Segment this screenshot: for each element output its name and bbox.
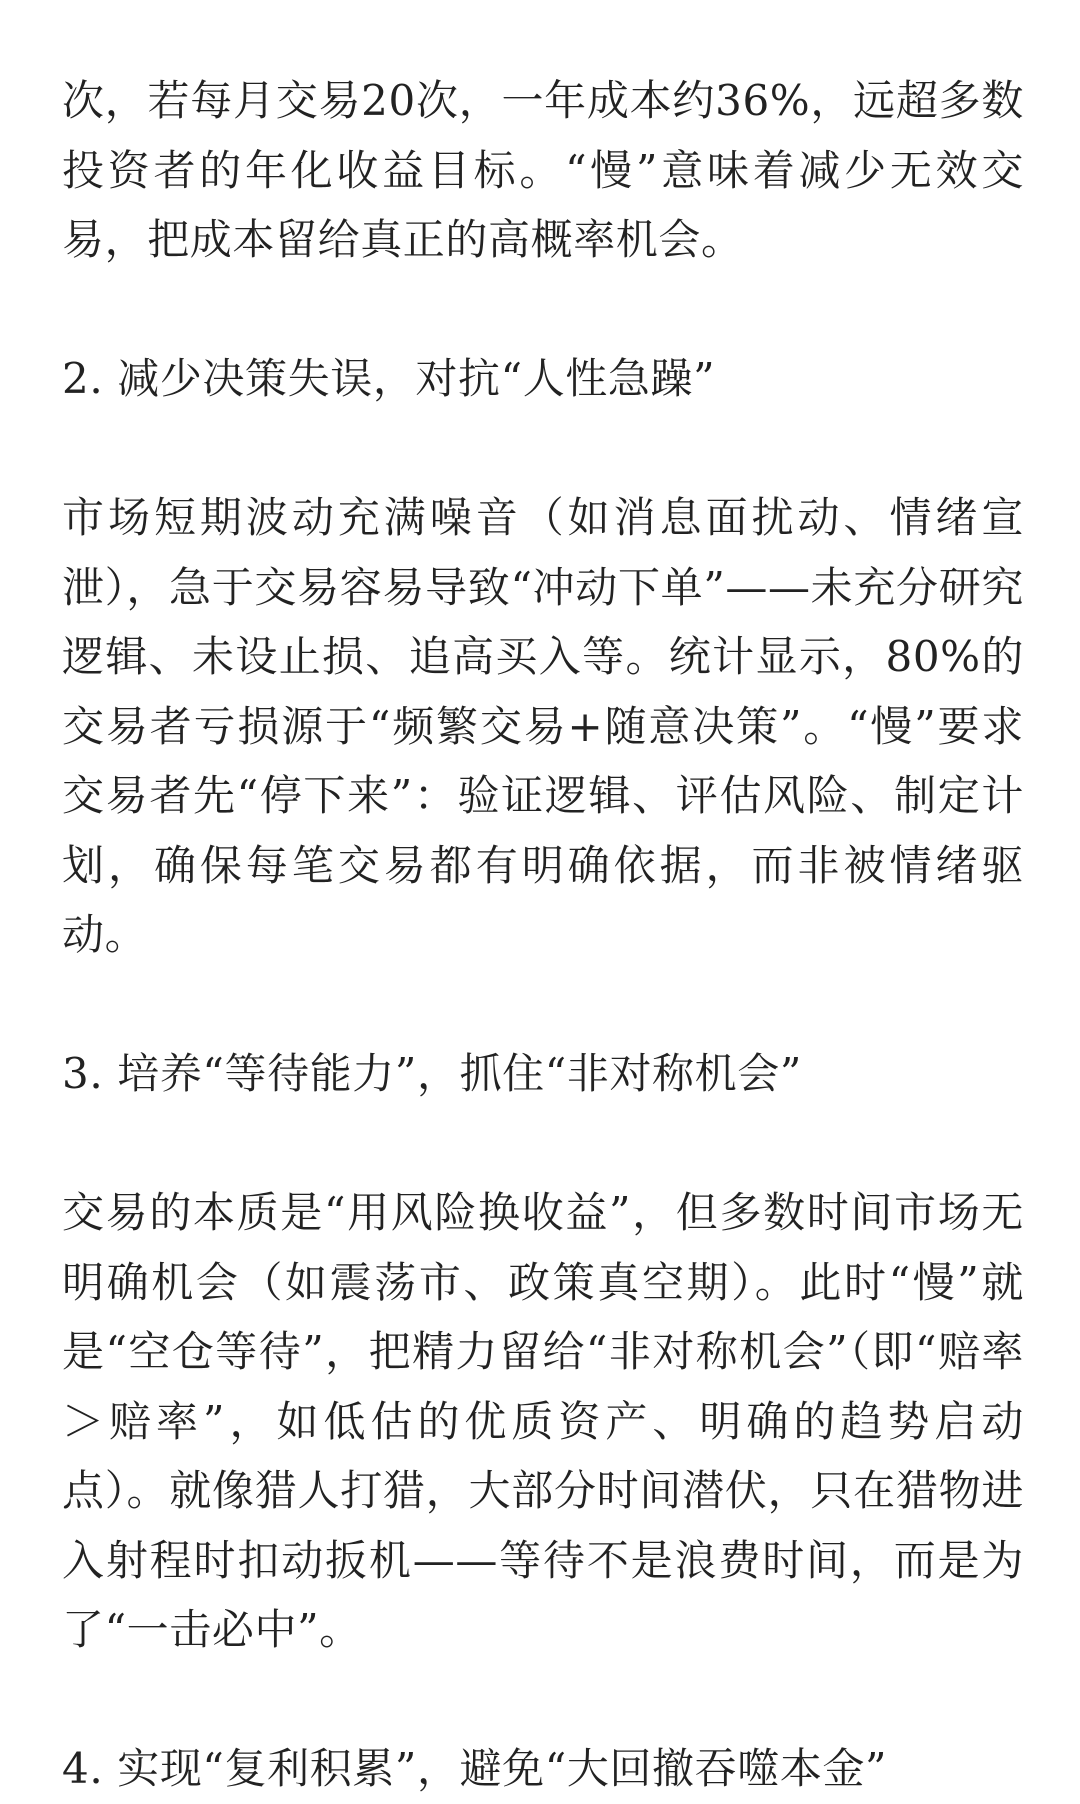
article-body bbox=[62, 66, 1024, 1804]
paragraph-waiting-ability: 交易的本质是“用风险换收益”，但多数时间市场无明确机会（如震荡市、政策真空期）。此时“慢”就是“空仓等待”，把精力留给“非对称机会”（即“赔率＞赔率”，如低估的优质资产、明确的趋势启动点）。就像猎人打猎，大部分时间潜伏，只在猎物进入射程时扣动扳机——等待不是浪费时间，而是为了“一击必中”。 bbox=[62, 1188, 1024, 1654]
paragraph-decision-errors: 市场短期波动充满噪音（如消息面扰动、情绪宣泄），急于交易容易导致“冲动下单”——未充分研究逻辑、未设止损、追高买入等。统计显示，80%的交易者亏损源于“频繁交易+随意决策”。“慢”要求交易者先“停下来”：验证逻辑、评估风险、制定计划，确保每笔交易都有明确依据，而非被情绪驱动。 bbox=[62, 493, 1024, 959]
paragraph-trading-cost: 次，若每月交易20次，一年成本约36%，远超多数投资者的年化收益目标。“慢”意味着减少无效交易，把成本留给真正的高概率机会。 bbox=[62, 76, 1024, 264]
section-heading-4: 4. 实现“复利积累”，避免“大回撤吞噬本金” bbox=[62, 1744, 888, 1793]
section-heading-3: 3. 培养“等待能力”，抓住“非对称机会” bbox=[62, 1049, 802, 1098]
paragraph-gap bbox=[62, 970, 1024, 1040]
section-heading-2: 2. 减少决策失误，对抗“人性急躁” bbox=[62, 354, 716, 403]
paragraph-gap bbox=[62, 275, 1024, 345]
paragraph-gap bbox=[62, 1109, 1024, 1179]
paragraph-gap bbox=[62, 1665, 1024, 1735]
paragraph-gap bbox=[62, 414, 1024, 484]
